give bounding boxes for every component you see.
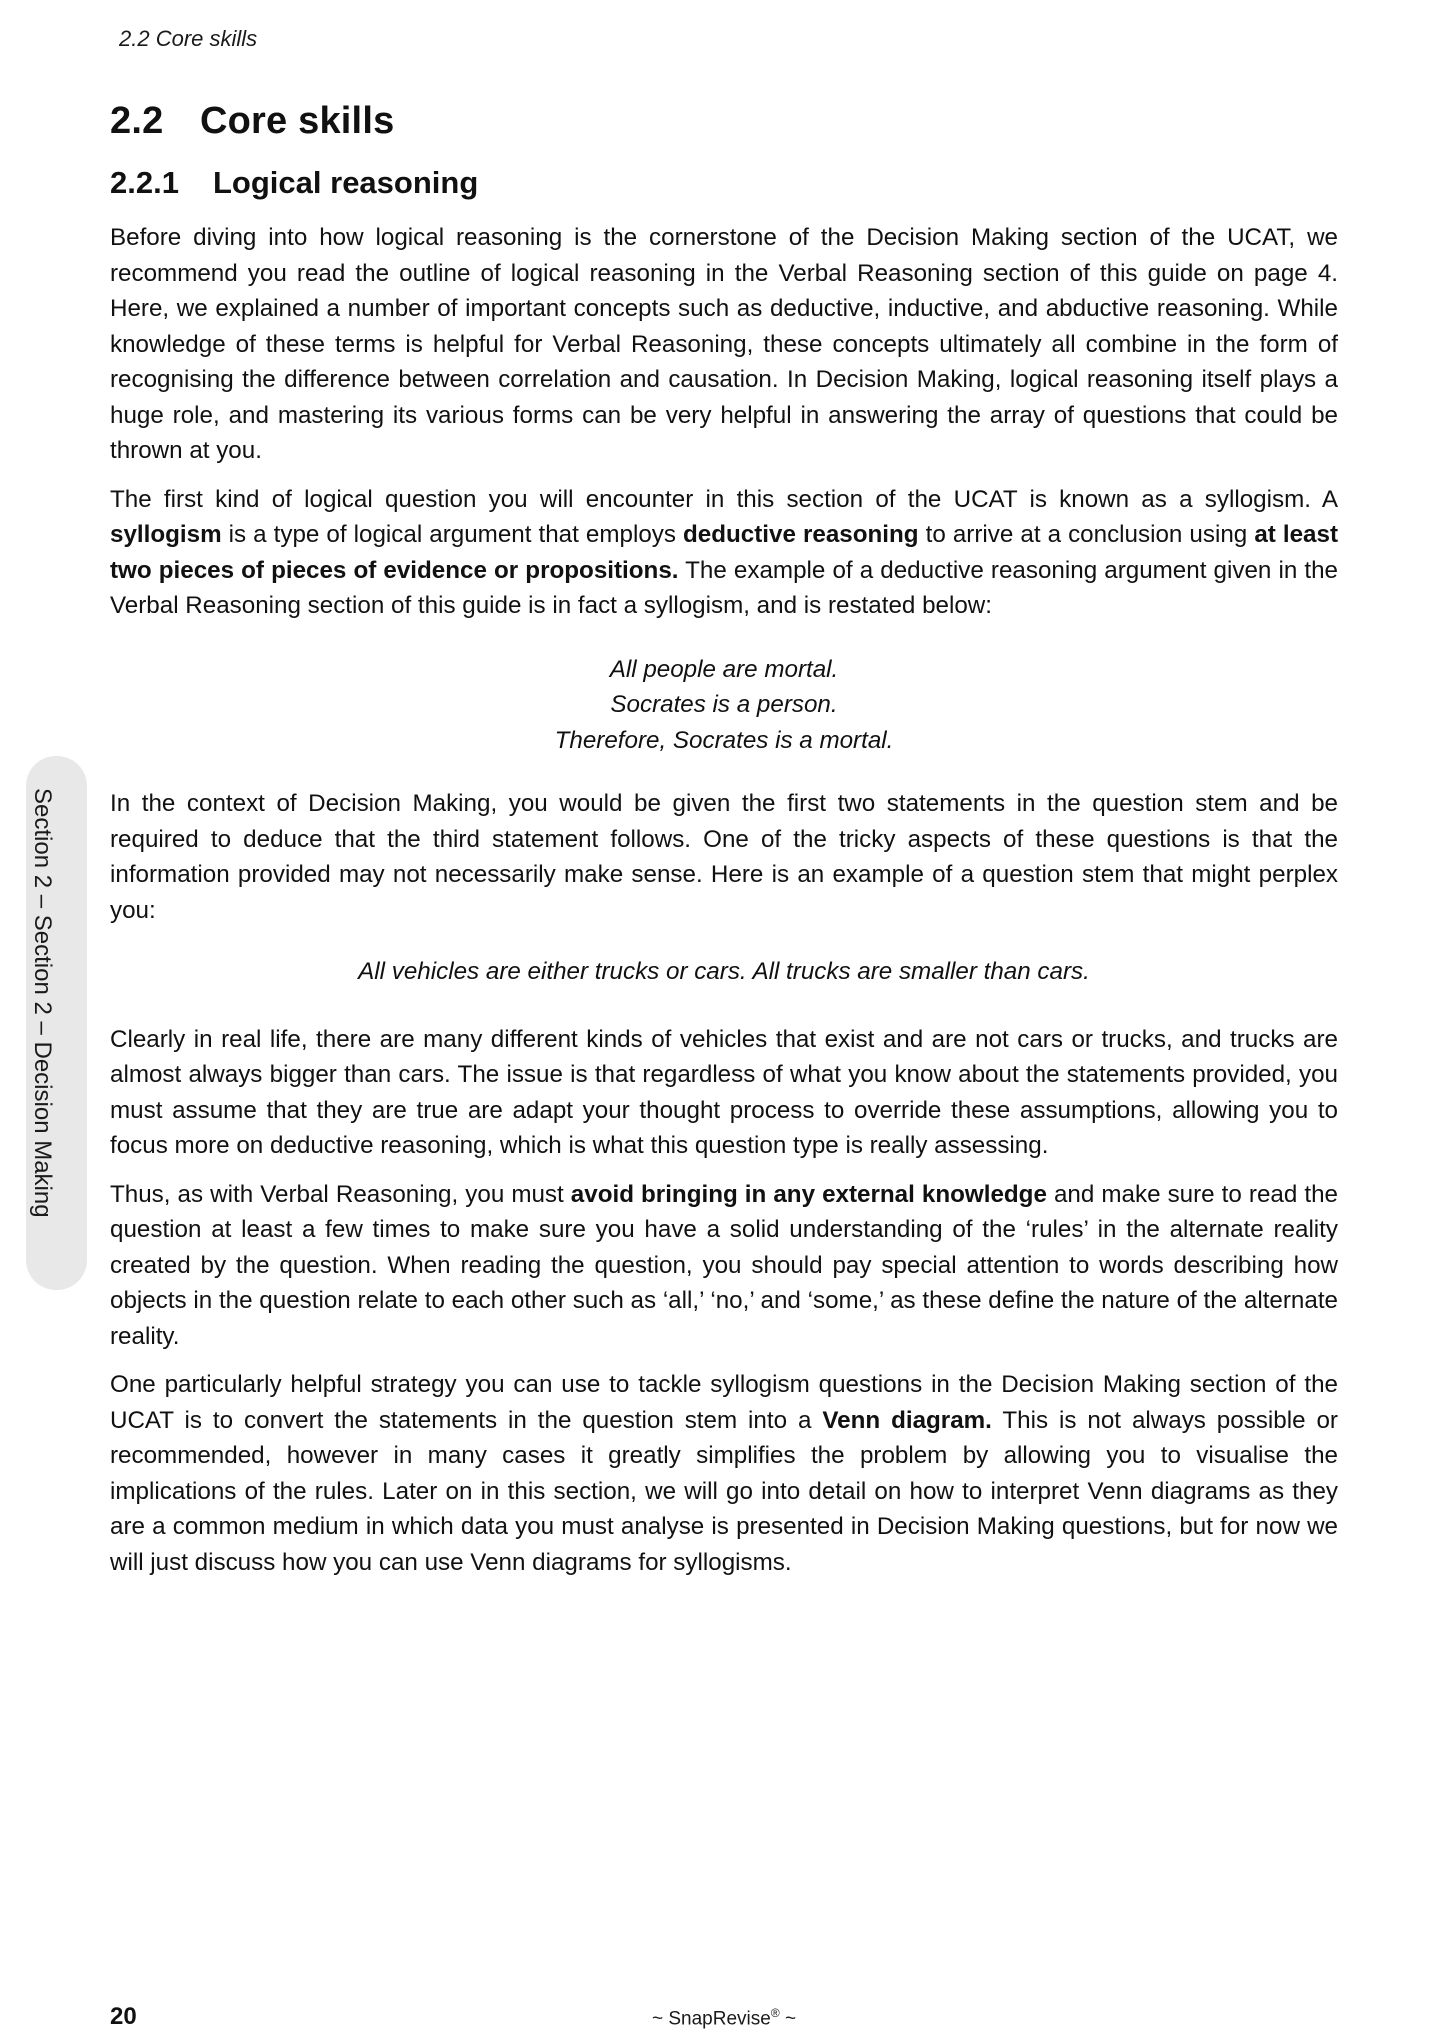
bold-term-external-knowledge: avoid bringing in any external knowledge — [570, 1180, 1047, 1208]
bold-term-deductive-reasoning: deductive reasoning — [683, 521, 919, 548]
text-run: Thus, as with Verbal Reasoning, you must — [110, 1180, 571, 1208]
text-run: The example of a deductive reasoning argument given in the Verbal Reasoning section of this guide is in fact a syllogism, and is restated below: — [110, 556, 1338, 619]
text-run: to arrive at a conclusion using — [918, 521, 1255, 548]
text-run: One particularly helpful strategy you can use to tackle syllogism questions in the Decision Making section of the UCAT is to convert the statements in the question stem into a — [110, 1371, 1338, 1434]
vehicle-example — [110, 954, 1338, 990]
paragraph-venn-strategy — [110, 1367, 1338, 1580]
example-line: Therefore, Socrates is a mortal. — [554, 726, 894, 754]
text-run: This is not always possible or recommended, however in many cases it greatly simplifies the problem by allowing you to visualise the implications of the rules. Later on in this section, we will go into detail on how to interpret Venn diagrams as they are a common medium in which data you must analyse is presented in Decision Making questions, but for now we will just discuss how you can use Venn diagrams for syllogisms. — [110, 1406, 1338, 1576]
syllogism-example — [110, 652, 1338, 759]
page-number: 20 — [110, 2003, 137, 2030]
bold-term-venn-diagram: Venn diagram. — [822, 1406, 992, 1434]
registered-mark-icon: ® — [770, 2006, 780, 2020]
footer-brand — [652, 2006, 796, 2030]
subsection-number: 2.2.1 — [110, 165, 179, 200]
section-title: Core skills — [200, 100, 395, 142]
paragraph-external-knowledge — [110, 1177, 1338, 1355]
paragraph-real-life: Clearly in real life, there are many different kinds of vehicles that exist and are not cars or trucks, and trucks are almost always bigger than cars. The issue is that regardless of what you know about the statements provided, you must assume that they are true are adapt your thought process to override these assumptions, allowing you to focus more on deductive reasoning, which is what this question type is really assessing. — [110, 1025, 1338, 1159]
running-header: 2.2 Core skills — [119, 26, 258, 51]
text-run: The first kind of logical question you will encounter in this section of the UCAT is known as a syllogism. A — [110, 485, 1338, 513]
paragraph-intro: Before diving into how logical reasoning is the cornerstone of the Decision Making section of the UCAT, we recommend you read the outline of logical reasoning in the Verbal Reasoning section of this guide on page 4. Here, we explained a number of important concepts such as deductive, inductive, and abductive reasoning. While knowledge of these terms is helpful for Verbal Reasoning, these concepts ultimately all combine in the form of recognising the difference between correlation and causation. In Decision Making, logical reasoning itself plays a huge role, and mastering its various forms can be very helpful in answering the array of questions that could be thrown at you. — [110, 224, 1338, 464]
bold-term-evidence: at least two pieces of pieces of evidence or propositions. — [110, 521, 1339, 584]
paragraph-syllogism-definition — [110, 482, 1338, 624]
text-run: and make sure to read the question at least a few times to make sure you have a solid understanding of the ‘rules’ in the alternate reality created by the question. When reading the question, you should pay special attention to words describing how objects in the question relate to each other such as ‘all,’ ‘no,’ and ‘some,’ as these define the nature of the alternate reality. — [110, 1180, 1338, 1350]
subsection-heading — [110, 165, 478, 201]
text-run: is a type of logical argument that employs — [221, 521, 684, 548]
bold-term-syllogism: syllogism — [110, 521, 222, 548]
example-line: All vehicles are either trucks or cars. All trucks are smaller than cars. — [358, 958, 1090, 985]
section-side-tab-label: Section 2 – Section 2 – Decision Making — [29, 788, 56, 1218]
paragraph-context: In the context of Decision Making, you would be given the first two statements in the question stem and be required to deduce that the third statement follows. One of the tricky aspects of these questions is that the information provided may not necessarily make sense. Here is an example of a question stem that might perplex you: — [110, 790, 1338, 924]
brand-name: ~ SnapRevise — [652, 2008, 771, 2030]
subsection-title: Logical reasoning — [213, 165, 479, 200]
brand-suffix: ~ — [779, 2008, 797, 2030]
example-line: Socrates is a person. — [610, 691, 838, 718]
section-number: 2.2 — [110, 100, 164, 142]
example-line: All people are mortal. — [609, 655, 839, 683]
section-heading — [110, 100, 394, 143]
body-content — [110, 220, 1338, 1593]
